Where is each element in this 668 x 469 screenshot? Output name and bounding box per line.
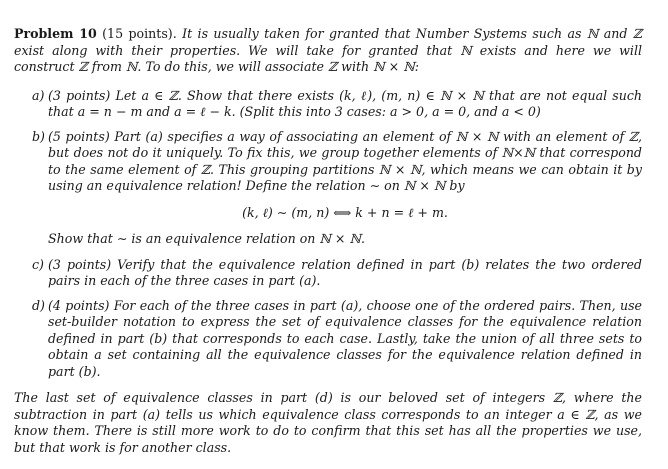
problem-intro [14,26,642,76]
part-c-text: (3 points) Verify that the equivalence relation defined in part (b) relates the two ordered pairs in each of the three cases in part (a). [48,256,642,288]
closing-paragraph: The last set of equivalence classes in part (d) is our beloved set of integers ℤ, where the subtraction in part (a) tells us which equivalence class corresponds to an integer a ∈ ℤ, as we know them. There is still more work to do to confirm that this set has all the properties we use, but that work is for another class. [14,390,642,455]
part-d-label: d) [32,297,45,313]
part-a [14,88,642,121]
part-c [14,257,642,290]
problem-points: (15 points). [102,26,177,41]
part-a-text: (3 points) Let a ∈ ℤ. Show that there exists (k, ℓ), (m, n) ∈ ℕ × ℕ that are not equal such that a = n − m and a = ℓ − k. (Split this into 3 cases: a > 0, a = 0, and a < 0) [48,87,642,119]
problem-title: Problem 10 [14,26,97,41]
problem-parts [14,88,642,381]
part-b-text: (5 points) Part (a) specifies a way of associating an element of ℕ × ℕ with an element of ℤ, but does not do it uniquely. To fix this, we group together elements of ℕ×ℕ that correspond to the same element of ℤ. This grouping partitions ℕ × ℕ, which means we can obtain it by using an equivalence relation! Define the relation ∼ on ℕ × ℕ by [48,128,642,193]
problem-document [14,26,642,469]
part-d-text: (4 points) For each of the three cases in part (a), choose one of the ordered pairs. Then, use set-builder notation to express the set of equivalence classes for the equivalence relation defined in part (b) that corresponds to each case. Lastly, take the union of all three sets to obtain a set containing all the equivalence classes for the equivalence relation defined in part (b). [48,297,642,379]
relation-definition: (k, ℓ) ∼ (m, n) ⟺ k + n = ℓ + m. [242,204,448,220]
part-a-label: a) [32,87,45,103]
part-d [14,298,642,381]
part-c-label: c) [32,256,44,272]
problem-intro-text: It is usually taken for granted that Number Systems such as ℕ and ℤ exist along with their properties. We will take for granted that ℕ exists and here we will construct ℤ from ℕ. To do this, we will associate ℤ with ℕ × ℕ: [14,26,642,74]
part-b-followup: Show that ∼ is an equivalence relation on ℕ × ℕ. [48,231,365,246]
part-b-label: b) [32,128,45,144]
part-b [14,129,642,195]
